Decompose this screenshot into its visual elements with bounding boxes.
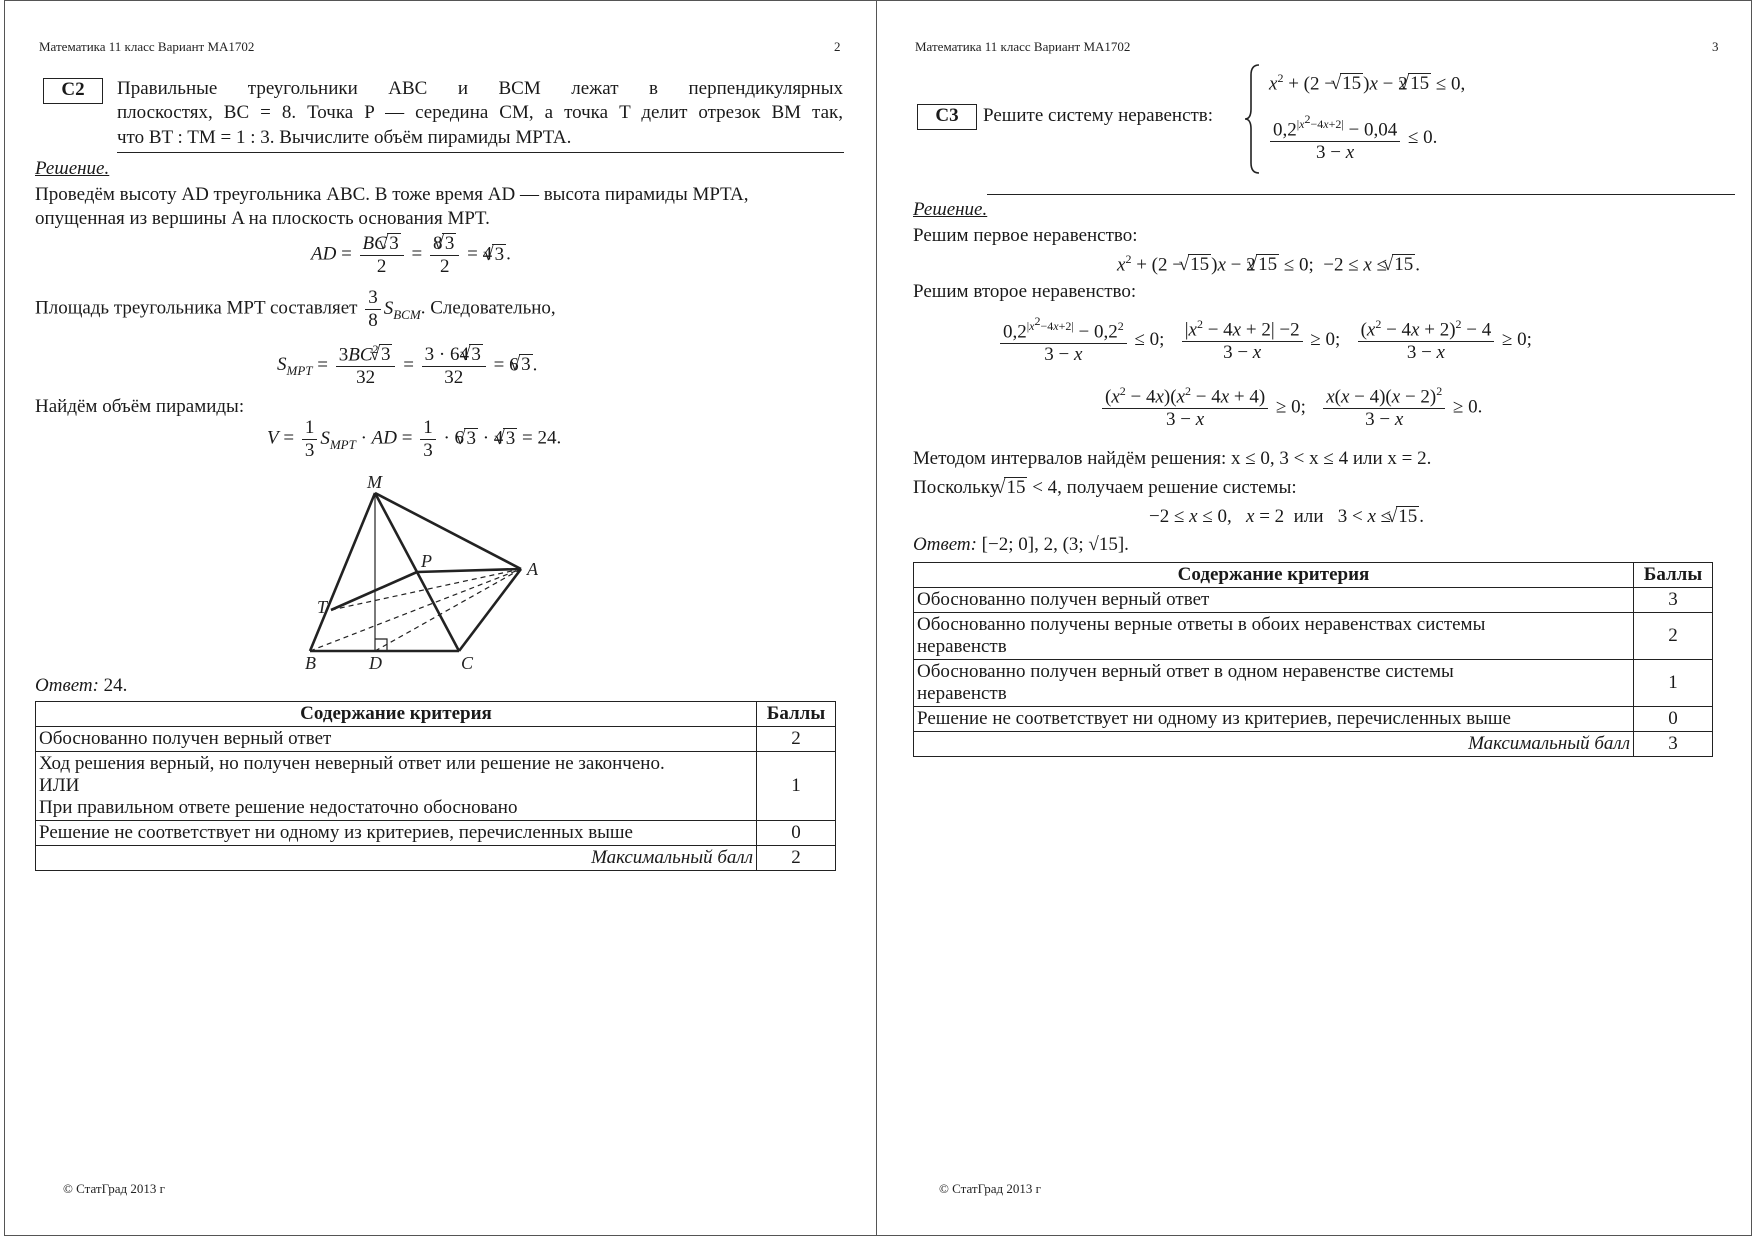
label-c: C xyxy=(461,653,474,673)
system-ineq-1: $x^2 + (2$ − √ 15 )x − 2√ 15 ≤ 0, xyxy=(1269,71,1465,95)
max-row: Максимальный балл 2 xyxy=(36,846,836,871)
left-page xyxy=(4,0,878,1236)
task-rule xyxy=(987,194,1735,195)
answer xyxy=(913,534,1129,556)
task-line-2: плоскостях, BC = 8. Точка P — середина CM, а точка T делит отрезок BM так, xyxy=(117,102,843,123)
since-line: Поскольку √ 15 < 4, получаем решение системы: xyxy=(913,477,1297,499)
solution-line-2: опущенная из вершины A на плоскость основания MPT. xyxy=(35,208,490,229)
label-b: B xyxy=(305,653,316,673)
col-points: Баллы xyxy=(1634,563,1713,588)
page-header: Математика 11 класс Вариант МА1702 xyxy=(915,39,1131,54)
criteria-table xyxy=(913,562,1713,757)
table-row: Обоснованно получен верный ответ 2 xyxy=(36,727,836,752)
answer-value: [−2; 0], 2, (3; √15]. xyxy=(981,534,1129,555)
criteria-table xyxy=(35,701,836,871)
answer-value: 24. xyxy=(103,675,128,696)
area-line: Площадь треугольника MPT составляет $\frac{3}{8}$ $S_{BCM}$. Следовательно, xyxy=(35,287,556,331)
system-brace xyxy=(1243,63,1263,175)
solution-line-1: Проведём высоту AD треугольника ABC. В тоже время AD — высота пирамиды MPTA, xyxy=(35,184,749,205)
area-text-a: Площадь треугольника MPT составляет xyxy=(35,297,358,319)
intervals-text: Методом интервалов найдём решения: x ≤ 0, 3 < x ≤ 4 или x = 2. xyxy=(913,448,1432,469)
label-d: D xyxy=(369,653,382,673)
volume-text: Найдём объём пирамиды: xyxy=(35,396,245,417)
task-text: Решите систему неравенств: xyxy=(983,105,1214,126)
second-text: Решим второе неравенство: xyxy=(913,281,1137,302)
formula-smpt: $S_{MPT}$ = $\frac{3BC^2√ 3}{32}$ = $\frac{3 \cdot 64√ 3}{32}$ = 6√ 3 . xyxy=(277,343,537,389)
pyramid-figure xyxy=(295,469,585,674)
second-chain-2: $\frac{(x^2 - 4x)(x^2 - 4x + 4)}{3 - x}$ ≥ 0; $\frac{x(x - 4)(x - 2)^2}{3 - x}$ ≥ 0. xyxy=(1099,385,1482,431)
footer: © СтатГрад 2013 г xyxy=(63,1181,165,1196)
footer: © СтатГрад 2013 г xyxy=(939,1181,1041,1196)
edge-tp xyxy=(331,572,417,610)
edge-pa xyxy=(417,569,521,572)
col-points: Баллы xyxy=(757,702,836,727)
formula-volume: V = $\frac{1}{3}$ $S_{MPT}$ · AD = $\frac{1}{3}$ · 6√ 3 · 4√ 3 = 24. xyxy=(267,417,561,462)
task-tag: C2 xyxy=(43,78,103,104)
col-criterion: Содержание критерия xyxy=(914,563,1634,588)
answer-label: Ответ: xyxy=(35,675,99,696)
since-text-b: < 4, получаем решение системы: xyxy=(1032,477,1297,498)
table-row: Ход решения верный, но получен неверный ответ или решение не закончено. ИЛИ При правильном ответе решение недостаточно обосновано 1 xyxy=(36,752,836,821)
table-row: Обоснованно получены верные ответы в обоих неравенствах системы неравенств 2 xyxy=(914,613,1713,660)
table-row: Решение не соответствует ни одному из критериев, перечисленных выше 0 xyxy=(914,707,1713,732)
label-t: T xyxy=(317,597,328,617)
edge-bm xyxy=(310,493,375,651)
edge-ma xyxy=(375,493,521,569)
page-header: Математика 11 класс Вариант МА1702 xyxy=(39,39,255,54)
formula-ad: AD = $\frac{BC√ 3}{2}$ = $\frac{8√ 3}{2}$ = 4√ 3 . xyxy=(311,233,511,278)
right-page xyxy=(876,0,1752,1236)
since-text-a: Поскольку xyxy=(913,477,1000,498)
table-row: Обоснованно получен верный ответ в одном неравенстве системы неравенств 1 xyxy=(914,660,1713,707)
label-m: M xyxy=(367,472,382,492)
page-number: 3 xyxy=(1712,39,1719,54)
task-tag: C3 xyxy=(917,104,977,130)
task-line-3: что BT : TM = 1 : 3. Вычислите объём пирамиды MPTA. xyxy=(117,127,572,148)
answer-label: Ответ: xyxy=(913,534,977,555)
system-solution: −2 ≤ x ≤ 0, x = 2 или 3 < x ≤ √ 15 . xyxy=(1149,506,1424,528)
page-number: 2 xyxy=(834,39,841,54)
solution-label: Решение. xyxy=(913,199,988,220)
first-result: $x^2 + (2$ − √ 15 )x − 2√ 15 ≤ 0; −2 ≤ x ≤ √ 15 . xyxy=(1117,252,1420,276)
label-p: P xyxy=(421,551,432,571)
second-chain-1: $\frac{0,2^{|x^2-4x+2|} - 0,2^2}{3 - x}$ ≤ 0; $\frac{|x^2 - 4x + 2| -2}{3 - x}$ ≥ 0; $\frac{(x^2 - 4x + 2)^2 - 4}{3 - x}$ ≥ 0; xyxy=(997,315,1532,366)
table-row: Решение не соответствует ни одному из критериев, перечисленных выше 0 xyxy=(36,821,836,846)
first-text: Решим первое неравенство: xyxy=(913,225,1138,246)
solution-label: Решение. xyxy=(35,158,110,179)
answer xyxy=(35,675,127,697)
max-row: Максимальный балл 3 xyxy=(914,732,1713,757)
task-line-1: Правильные треугольники ABC и BCM лежат в перпендикулярных xyxy=(117,78,843,99)
table-row: Обоснованно получен верный ответ 3 xyxy=(914,588,1713,613)
col-criterion: Содержание критерия xyxy=(36,702,757,727)
label-a: A xyxy=(527,559,538,579)
system-ineq-2: $\frac{0,2^{|x^2-4x+2|} - 0,04}{3 - x}$ ≤ 0. xyxy=(1267,113,1437,164)
task-rule xyxy=(117,152,844,153)
area-text-b: . Следовательно, xyxy=(420,297,556,319)
